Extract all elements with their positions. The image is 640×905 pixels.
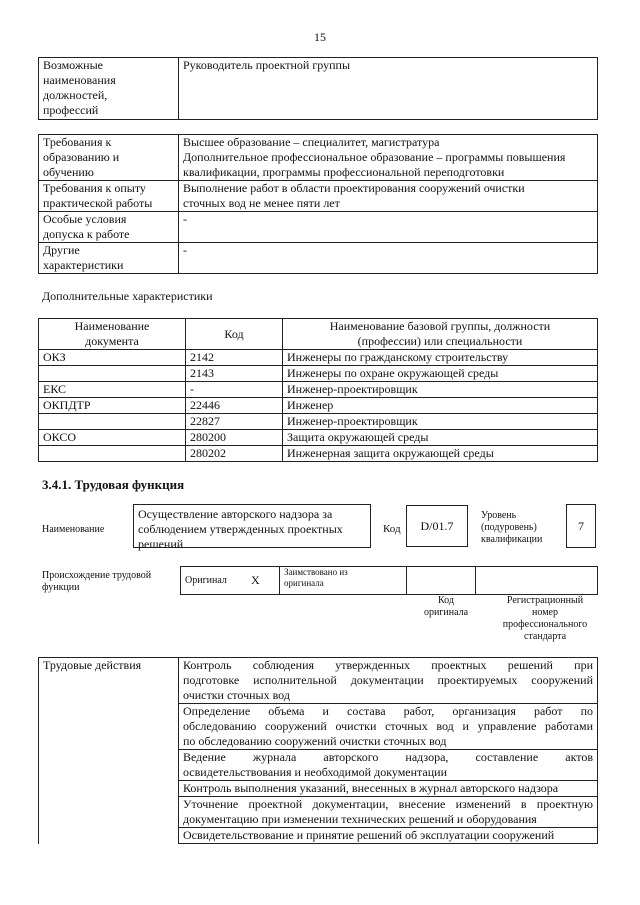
labor-action-item: Уточнение проектной документации, внесение изменений в проектную документацию при изменении технических решений и оборудования	[179, 797, 598, 828]
row-name: Инженер-проектировщик	[283, 382, 598, 398]
classification-table	[38, 318, 598, 462]
function-name-label: Наименование	[42, 524, 105, 535]
section-title: 3.4.1. Трудовая функция	[42, 477, 185, 492]
labor-action-item: Контроль выполнения указаний, внесенных в журнал авторского надзора	[179, 781, 598, 797]
table-row	[39, 430, 598, 446]
possible-positions-value: Руководитель проектной группы	[179, 58, 598, 120]
page-number: 15	[314, 30, 326, 44]
row-doc: ОКСО	[39, 430, 186, 446]
row-doc: ОКПДТР	[39, 398, 186, 414]
table-row	[39, 350, 598, 366]
row-name: Инженеры по охране окружающей среды	[283, 366, 598, 382]
row-code: 2142	[186, 350, 283, 366]
row-code: 2143	[186, 366, 283, 382]
table-row	[39, 366, 598, 382]
origin-reg-cell	[476, 567, 598, 595]
row-code: 280202	[186, 446, 283, 462]
education-label: Требования к образованию и обучению	[39, 135, 179, 181]
code-box: D/01.7	[406, 505, 468, 547]
row-doc	[39, 366, 186, 382]
function-name-box: Осуществление авторского надзора за соблюдением утвержденных проектных решений	[133, 504, 371, 548]
special-conditions-value: -	[179, 212, 598, 243]
labor-action-item: Контроль соблюдения утвержденных проектных решений при подготовке исполнительной документации проектируемых сооружений очистки сточных вод	[179, 658, 598, 704]
extra-characteristics-title: Дополнительные характеристики	[42, 289, 213, 303]
origin-code-cell	[407, 567, 476, 595]
origin-label: Происхождение трудовой функции	[42, 570, 152, 593]
row-name: Инженер	[283, 398, 598, 414]
possible-positions-label: Возможные наименования должностей, профессий	[39, 58, 179, 120]
requirements-table	[38, 134, 598, 274]
other-characteristics-label: Другие характеристики	[39, 243, 179, 274]
row-doc: ЕКС	[39, 382, 186, 398]
row-doc	[39, 446, 186, 462]
header-code: Код	[186, 319, 283, 350]
row-doc: ОКЗ	[39, 350, 186, 366]
other-characteristics-value: -	[179, 243, 598, 274]
reg-number-caption: Регистрационный номер профессионального стандарта	[502, 595, 588, 642]
special-conditions-label: Особые условия допуска к работе	[39, 212, 179, 243]
row-name: Инженерная защита окружающей среды	[283, 446, 598, 462]
header-document: Наименование документа	[39, 319, 186, 350]
row-code: 280200	[186, 430, 283, 446]
table-row	[39, 382, 598, 398]
origin-mark: X	[247, 567, 280, 595]
table-row	[39, 414, 598, 430]
row-code: 22446	[186, 398, 283, 414]
education-value: Высшее образование – специалитет, магистратура Дополнительное профессиональное образование – программы повышения квалификации, программы профессиональной переподготовки	[179, 135, 598, 181]
code-label: Код	[383, 523, 401, 535]
labor-action-item: Определение объема и состава работ, организация работ по обследованию сооружений очистки сточных вод и управление работами по обследованию сооружений очистки сточных вод	[179, 704, 598, 750]
experience-label: Требования к опыту практической работы	[39, 181, 179, 212]
labor-actions-table	[38, 657, 598, 844]
level-box: 7	[566, 504, 596, 548]
row-code: -	[186, 382, 283, 398]
experience-value: Выполнение работ в области проектирования сооружений очистки сточных вод не менее пяти лет	[179, 181, 598, 212]
code-original-caption: Код оригинала	[423, 595, 469, 618]
labor-action-item: Ведение журнала авторского надзора, составление актов освидетельствования и необходимой документации	[179, 750, 598, 781]
row-code: 22827	[186, 414, 283, 430]
origin-borrowed-label: Заимствовано из оригинала	[280, 567, 407, 595]
possible-positions-table	[38, 57, 598, 120]
labor-actions-label: Трудовые действия	[39, 658, 179, 844]
origin-table	[180, 566, 598, 595]
origin-original-label: Оригинал	[181, 567, 248, 595]
row-name: Инженеры по гражданскому строительству	[283, 350, 598, 366]
table-row	[39, 446, 598, 462]
header-name: Наименование базовой группы, должности (профессии) или специальности	[283, 319, 598, 350]
row-doc	[39, 414, 186, 430]
level-label: Уровень (подуровень) квалификации	[481, 510, 543, 545]
row-name: Защита окружающей среды	[283, 430, 598, 446]
row-name: Инженер-проектировщик	[283, 414, 598, 430]
table-row	[39, 398, 598, 414]
labor-action-item: Освидетельствование и принятие решений об эксплуатации сооружений	[179, 828, 598, 844]
